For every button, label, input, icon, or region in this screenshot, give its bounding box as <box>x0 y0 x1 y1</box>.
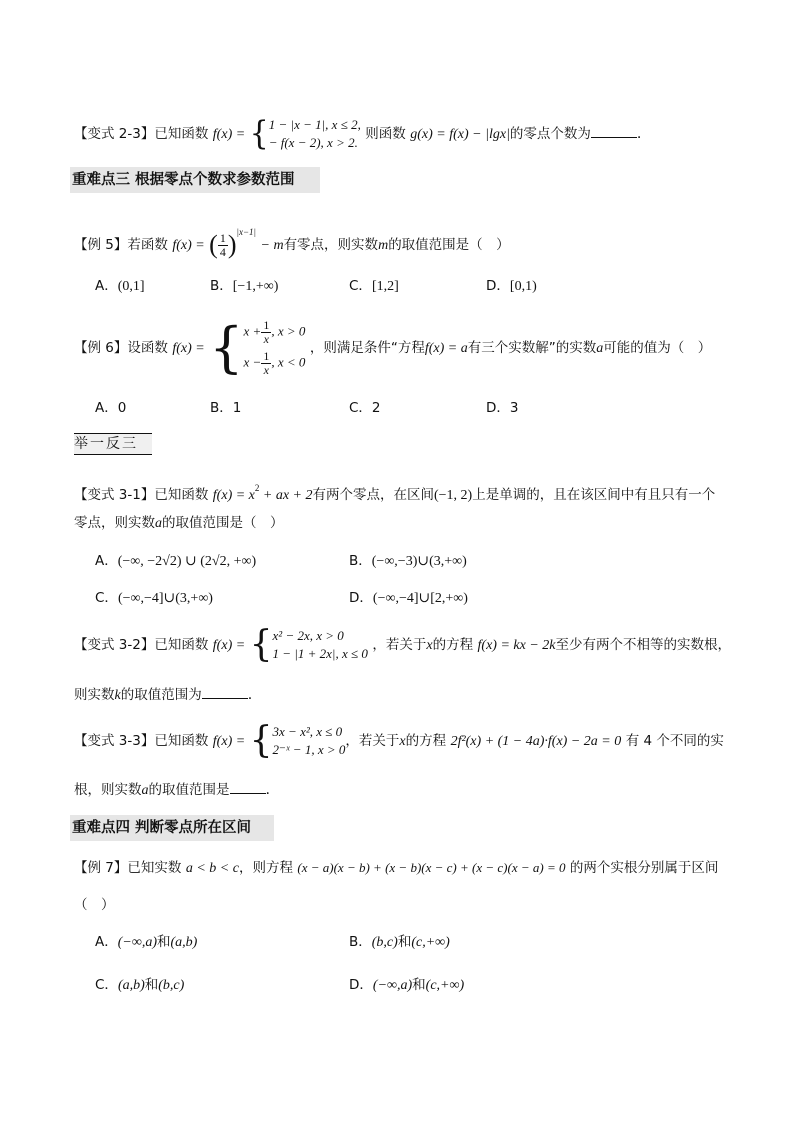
and-text: 和 <box>144 977 159 993</box>
equation: f(x) = kx − 2k <box>477 638 556 653</box>
example-6 <box>74 316 711 380</box>
example-tag: 【例 6】 <box>74 340 128 356</box>
section-heading-3: 重难点三 根据零点个数求参数范围 <box>72 172 295 188</box>
text: 有零点，则实数 <box>283 237 379 253</box>
case-2: 1 − |1 + 2x|, x ≤ 0 <box>272 646 368 661</box>
case-2 <box>244 350 306 377</box>
option-b[interactable] <box>349 551 467 572</box>
text: 若函数 <box>127 237 168 253</box>
denominator: x <box>263 363 269 377</box>
option-label: C． <box>95 977 118 993</box>
option-c[interactable] <box>95 975 184 996</box>
option-value: (a,b) <box>117 978 145 993</box>
text: 至少有两个不相等的实数根， <box>555 637 731 653</box>
variable: a <box>141 783 149 798</box>
text: 的两个实根分别属于区间 <box>569 860 719 876</box>
piecewise-cases <box>273 723 346 759</box>
text: 的取值范围是 <box>148 782 230 798</box>
case-2: 2⁻ˣ − 1, x > 0 <box>272 742 346 757</box>
function-f: f(x) = <box>212 734 246 749</box>
variant-tag: 【变式 3-3】 <box>74 733 155 749</box>
text: 的零点个数为 <box>509 126 591 142</box>
text: 可能的值为（ ） <box>603 340 712 356</box>
piecewise-cases <box>273 627 368 663</box>
variant-3-3 <box>74 720 724 762</box>
piecewise-cases <box>244 319 306 377</box>
text: 的取值范围是（ ） <box>162 515 284 531</box>
function-f: f(x) = <box>212 638 246 653</box>
option-label: D． <box>486 278 510 294</box>
example-tag: 【例 7】 <box>74 860 128 876</box>
option-a[interactable]: A．0 <box>95 400 127 416</box>
section-heading-4: 重难点四 判断零点所在区间 <box>72 820 252 836</box>
text: 已知函数 <box>154 487 209 503</box>
option-label: A． <box>95 278 118 294</box>
text: ，若关于 <box>372 637 427 653</box>
option-label: B． <box>349 553 372 569</box>
text: 则实数 <box>74 687 115 703</box>
variant-3-3-line2 <box>74 779 270 801</box>
option-value: (−∞,−3)∪(3,+∞) <box>371 554 467 569</box>
equation: 2f²(x) + (1 − 4a)·f(x) − 2a = 0 <box>450 734 622 749</box>
option-value: (−∞,a) <box>117 935 158 950</box>
fraction <box>261 350 271 377</box>
option-label: A． <box>95 934 118 950</box>
text: 的取值范围为 <box>120 687 202 703</box>
variable: a <box>155 516 162 531</box>
text: 的取值范围是（ ） <box>388 237 510 253</box>
example-tag: 【例 5】 <box>74 237 128 253</box>
option-value: (c,+∞) <box>411 935 450 950</box>
text: ，则满足条件“方程 <box>309 340 425 356</box>
numerator: 1 <box>219 230 226 245</box>
text: 上是单调的，且在该区间中有且只有一个 <box>472 487 716 503</box>
text: 已知函数 <box>154 637 209 653</box>
denominator: x <box>263 332 269 346</box>
brace: { <box>249 114 269 153</box>
variant-2-3 <box>74 116 641 152</box>
option-a[interactable] <box>95 276 145 297</box>
example-5 <box>74 222 510 259</box>
option-b[interactable] <box>210 276 278 297</box>
option-d[interactable] <box>349 975 464 996</box>
function-f: f(x) = x <box>212 488 255 503</box>
option-value: (b,c) <box>158 978 185 993</box>
minus-m: − m <box>260 238 284 253</box>
case-1 <box>244 319 306 346</box>
exponent: |x−1| <box>236 227 257 237</box>
brace: { <box>209 316 244 379</box>
case-2: − f(x − 2), x > 2. <box>268 135 358 150</box>
text: ，若关于 <box>345 733 400 749</box>
variant-3-1 <box>74 478 715 506</box>
text: 已知函数 <box>154 733 209 749</box>
brace: { <box>249 720 273 761</box>
case-cond: , x > 0 <box>271 323 306 339</box>
case-1: x² − 2x, x > 0 <box>272 628 344 643</box>
option-d[interactable]: D．3 <box>486 400 519 416</box>
text: 零点，则实数 <box>74 515 155 531</box>
text: 的方程 <box>432 637 474 653</box>
option-b[interactable]: B．1 <box>210 400 242 416</box>
option-label: D． <box>349 590 373 606</box>
variant-tag: 【变式 2-3】 <box>74 126 155 142</box>
practice-label: 举一反三 <box>74 433 152 455</box>
example-7 <box>74 858 718 879</box>
function-g: g(x) = f(x) − |lgx| <box>410 127 510 142</box>
option-label: A． <box>95 553 118 569</box>
case-cond: , x < 0 <box>271 354 306 370</box>
fraction <box>261 319 271 346</box>
option-d[interactable] <box>349 588 468 609</box>
fraction <box>218 232 228 259</box>
function-f: f(x) = <box>172 341 205 356</box>
text: 已知实数 <box>127 860 182 876</box>
condition: a < b < c <box>185 861 239 876</box>
text: 有两个零点，在区间 <box>312 487 434 503</box>
option-c[interactable] <box>95 588 213 609</box>
option-value: (−∞,−4]∪(3,+∞) <box>117 591 213 606</box>
piecewise-cases <box>269 116 361 152</box>
option-label: B． <box>210 278 233 294</box>
denominator: 4 <box>219 244 226 259</box>
text: 有 4 个不同的实 <box>625 733 724 749</box>
period: . <box>247 687 253 703</box>
answer-blank[interactable] <box>230 779 266 794</box>
option-c[interactable] <box>349 276 399 297</box>
left-paren: ( <box>209 230 218 259</box>
exponent: 2 <box>254 483 260 493</box>
variable: x <box>426 638 433 653</box>
option-value: (−∞, −2√2) ∪ (2√2, +∞) <box>117 554 257 569</box>
text: 则函数 <box>365 126 406 142</box>
text: 根，则实数 <box>74 782 142 798</box>
option-value: (b,c) <box>371 935 398 950</box>
variant-3-2-line2 <box>74 684 252 706</box>
numerator: 1 <box>263 349 270 363</box>
answer-blank[interactable] <box>202 684 248 699</box>
variable: k <box>114 688 121 703</box>
option-c[interactable]: C．2 <box>349 400 381 416</box>
variant-3-1-line2 <box>74 513 284 534</box>
text: 设函数 <box>127 340 168 356</box>
option-value: [1,2] <box>371 279 399 294</box>
text: 有三个实数解”的实数 <box>467 340 597 356</box>
option-value: [−1,+∞) <box>232 279 279 294</box>
equation: f(x) = a <box>424 341 468 356</box>
option-label: D． <box>349 977 373 993</box>
option-b[interactable] <box>349 932 450 953</box>
text: 的方程 <box>405 733 447 749</box>
variable: x <box>399 734 406 749</box>
case-expr: x + <box>243 323 262 339</box>
numerator: 1 <box>263 318 270 332</box>
text: ，则方程 <box>238 860 293 876</box>
option-a[interactable] <box>95 932 197 953</box>
variable: m <box>378 238 389 253</box>
brace: { <box>249 624 273 665</box>
variant-3-2 <box>74 624 731 666</box>
equation: (x − a)(x − b) + (x − b)(x − c) + (x − c)(x − a) = 0 <box>297 860 566 875</box>
variant-tag: 【变式 3-2】 <box>74 637 155 653</box>
option-label: C． <box>349 278 372 294</box>
option-label: C． <box>95 590 118 606</box>
and-text: 和 <box>157 934 171 950</box>
text: 已知函数 <box>154 126 209 142</box>
right-paren: ) <box>227 230 237 259</box>
option-value: (c,+∞) <box>425 978 465 993</box>
period: . <box>636 126 642 142</box>
function-rest: + ax + 2 <box>259 488 313 503</box>
option-value: (0,1] <box>117 279 145 294</box>
answer-paren: （ ） <box>74 897 115 913</box>
variant-tag: 【变式 3-1】 <box>74 487 155 503</box>
period: . <box>265 782 270 798</box>
case-1: 1 − |x − 1|, x ≤ 2, <box>268 117 361 132</box>
and-text: 和 <box>397 934 412 950</box>
function-f: f(x) = <box>172 238 205 253</box>
option-a[interactable] <box>95 551 256 572</box>
interval: (−1, 2) <box>434 488 473 503</box>
function-f: f(x) = <box>212 127 246 142</box>
option-label: B． <box>349 934 372 950</box>
option-value: (a,b) <box>170 935 198 950</box>
answer-blank[interactable] <box>591 123 637 138</box>
option-value: (−∞,a) <box>372 978 413 993</box>
and-text: 和 <box>412 977 426 993</box>
option-d[interactable] <box>486 276 537 297</box>
case-expr: x − <box>243 354 262 370</box>
case-1: 3x − x², x ≤ 0 <box>272 724 343 739</box>
option-value: [0,1) <box>509 279 537 294</box>
variable: a <box>596 341 604 356</box>
option-value: (−∞,−4]∪[2,+∞) <box>372 591 468 606</box>
